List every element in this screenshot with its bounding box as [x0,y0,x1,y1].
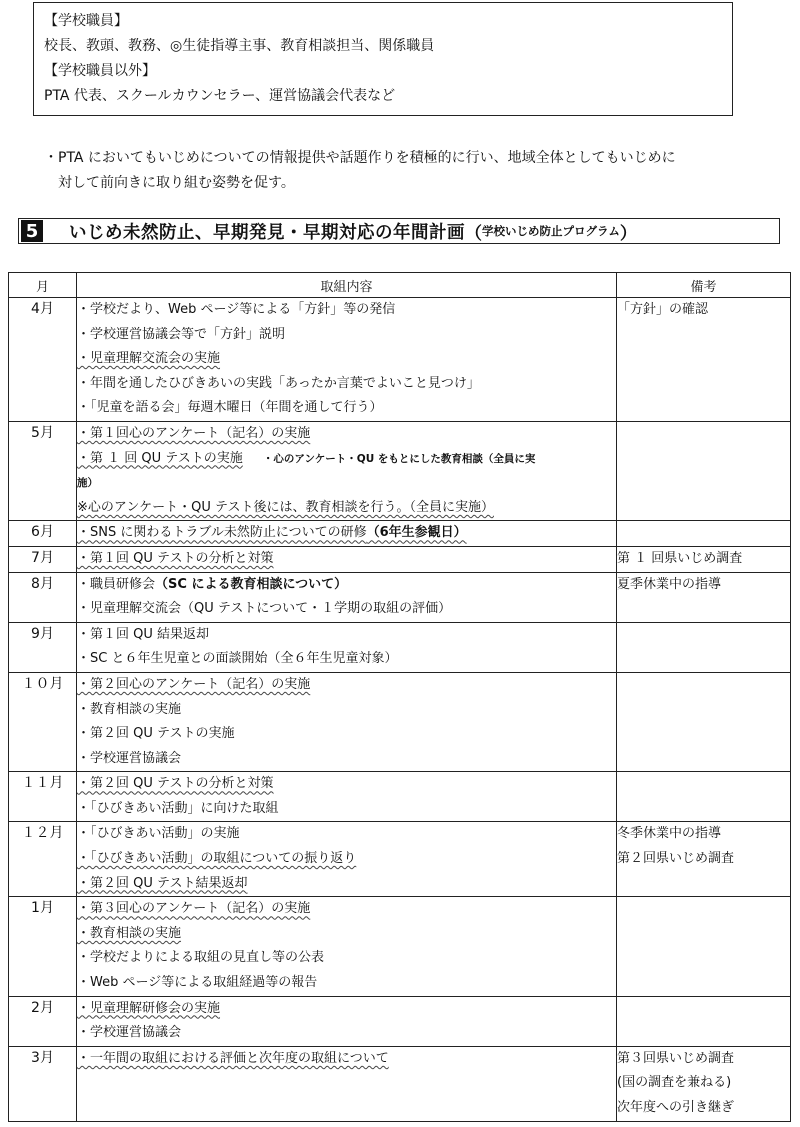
month-cell: １２月 [9,822,77,897]
activity-item: ・年間を通したひびきあいの実践「あったか言葉でよいこと見つけ」 [77,375,480,391]
box-line: 【学校職員】 [44,13,128,29]
month-cell: 5月 [9,421,77,520]
remarks-cell [617,421,791,520]
box-line: 【学校職員以外】 [44,63,156,79]
activity-item: ・Web ページ等による取組経過等の報告 [77,975,318,991]
remarks-cell [617,298,791,422]
table-row [9,298,791,422]
activities-cell [77,822,617,897]
table-row [9,572,791,622]
activity-item: ・学校運営協議会 [77,1025,182,1041]
table-row [9,421,791,520]
activity-item: ・第２回 QU テストの分析と対策 [77,776,274,792]
remark-item: 次年度への引き継ぎ [617,1100,735,1115]
table-header-row [9,273,791,298]
month-cell: 3月 [9,1046,77,1121]
activity-item: ・第１回 QU テストの分析と対策 [77,550,274,566]
table-row [9,772,791,822]
remarks-cell [617,521,791,547]
activity-item: ・「ひびきあい活動」の実施 [77,826,240,842]
annual-plan-table [8,272,791,1122]
remarks-cell [617,622,791,672]
activity-item: ・第２回 QU テスト結果返却 [77,875,248,891]
activity-item: ・学校運営協議会等で「方針」説明 [77,326,286,342]
table-row [9,996,791,1046]
activity-item: ・SNS に関わるトラブル未然防止についての研修 [77,525,367,541]
activity-item: ・学校だよりによる取組の見直し等の公表 [77,950,325,966]
month-cell: 4月 [9,298,77,422]
table-row [9,897,791,996]
month-cell: 7月 [9,546,77,572]
paren-open: （ [465,223,482,244]
activities-cell [77,521,617,547]
activity-item: ・「ひびきあい活動」の取組についての振り返り [77,851,357,867]
activity-item: ・第２回 QU テストの実施 [77,726,235,742]
activity-item: ・第 １ 回 QU テストの実施 [77,450,243,466]
header-activities: 取組内容 [77,273,617,298]
activity-item: ・教育相談の実施 [77,701,182,717]
remarks-cell [617,822,791,897]
activity-item: ・児童理解研修会の実施 [77,1000,221,1016]
activity-item: 施） [77,477,98,490]
members-box [33,2,733,116]
month-cell: 1月 [9,897,77,996]
table-row [9,622,791,672]
note-line: ・PTA においてもいじめについての情報提供や話題作りを積極的に行い、地域全体としてもいじめに [44,150,676,166]
month-cell: １１月 [9,772,77,822]
activity-item: ・一年間の取組における評価と次年度の取組について [77,1050,389,1066]
activity-item: ・「ひびきあい活動」に向けた取組 [77,800,279,816]
remarks-cell [617,546,791,572]
remark-item: 第３回県いじめ調査 [617,1050,735,1066]
activity-item: ・心のアンケート・QU をもとにした教育相談（全員に実 [262,452,536,465]
section-number: 5 [21,220,43,242]
activity-item: ・教育相談の実施 [77,925,182,941]
remarks-cell [617,897,791,996]
box-line: PTA 代表、スクールカウンセラー、運営協議会代表など [44,88,396,104]
activity-item: ・「児童を語る会」毎週木曜日（年間を通して行う） [77,400,383,416]
activities-cell [77,1046,617,1121]
activities-cell [77,421,617,520]
note-line: 対して前向きに取り組む姿勢を促す。 [58,175,295,191]
activity-item-bold: （6年生参観日） [366,525,467,541]
remark-item: 第 １ 回県いじめ調査 [617,550,743,566]
activities-cell [77,298,617,422]
section-subtitle: 学校いじめ防止プログラム [482,224,620,238]
month-cell: 8月 [9,572,77,622]
activity-item: ※心のアンケート・QU テスト後には、教育相談を行う。（全員に実施） [77,499,494,515]
table-row [9,546,791,572]
table-row [9,672,791,771]
remark-item: 「方針」の確認 [617,302,709,317]
activity-item-bold: （SC による教育相談について） [155,576,348,592]
section-heading [18,218,780,244]
month-cell: 2月 [9,996,77,1046]
activities-cell [77,572,617,622]
table-row [9,822,791,897]
activity-item: ・第２回心のアンケート（記名）の実施 [77,676,311,692]
header-remarks: 備考 [617,273,791,298]
activities-cell [77,546,617,572]
activities-cell [77,622,617,672]
remark-item: 冬季休業中の指導 [617,826,722,842]
remarks-cell [617,1046,791,1121]
activity-item: ・児童理解交流会（QU テストについて・１学期の取組の評価） [77,601,452,617]
remark-item: 第２回県いじめ調査 [617,851,735,867]
remarks-cell [617,572,791,622]
pta-note [44,146,784,196]
box-line: 校長、教頭、教務、◎生徒指導主事、教育相談担当、関係職員 [44,38,435,54]
activity-item: ・児童理解交流会の実施 [77,351,221,367]
activity-item: ・学校だより、Web ページ等による「方針」等の発信 [77,302,396,317]
activity-item: ・職員研修会 [77,576,156,592]
activity-item: ・第１回 QU 結果返却 [77,626,210,642]
activities-cell [77,996,617,1046]
activity-item: ・第１回心のアンケート（記名）の実施 [77,425,311,441]
activity-item: ・学校運営協議会 [77,750,182,766]
activities-cell [77,772,617,822]
section-title: いじめ未然防止、早期発見・早期対応の年間計画 [69,222,465,243]
month-cell: 6月 [9,521,77,547]
remarks-cell [617,996,791,1046]
remarks-cell [617,672,791,771]
activity-item: ・SC と６年生児童との面談開始（全６年生児童対象） [77,651,398,667]
table-row [9,1046,791,1121]
month-cell: １０月 [9,672,77,771]
paren-close: ） [619,223,637,244]
activities-cell [77,672,617,771]
remarks-cell [617,772,791,822]
table-row [9,521,791,547]
month-cell: 9月 [9,622,77,672]
activities-cell [77,897,617,996]
remark-item: (国の調査を兼ねる) [617,1075,732,1091]
remark-item: 夏季休業中の指導 [617,576,722,592]
activity-item: ・第３回心のアンケート（記名）の実施 [77,901,311,917]
header-month: 月 [9,273,77,298]
